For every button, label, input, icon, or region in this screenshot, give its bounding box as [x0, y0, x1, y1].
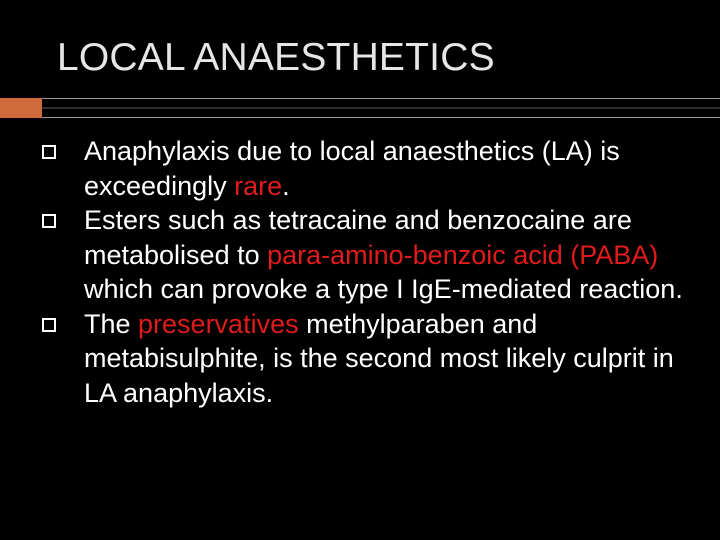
bullet-text: Anaphylaxis due to local anaesthetics (LA) is exceedingly — [84, 136, 620, 201]
highlight-text: preservatives — [138, 308, 299, 339]
title-rule — [42, 98, 720, 118]
bullet-item — [40, 134, 710, 203]
bullet-text: which can provoke a type I IgE-mediated reaction. — [84, 274, 683, 304]
bullet-text: The — [84, 308, 139, 339]
bullet-text: methylparaben and metabisulphite, is the second most likely culprit in LA anaphylaxis. — [84, 308, 674, 408]
square-bullet-icon — [42, 318, 56, 332]
highlight-text: rare — [234, 170, 283, 201]
bullet-list — [40, 134, 710, 410]
bullet-text: . — [282, 170, 290, 201]
bullet-item — [40, 203, 710, 307]
highlight-text: para-amino-benzoic acid (PABA) — [267, 239, 659, 270]
square-bullet-icon — [42, 145, 56, 159]
title-rule-accent — [0, 98, 42, 118]
bullet-text: Esters such as tetracaine and benzocaine are metabolised to — [84, 205, 632, 270]
slide-title: LOCAL ANAESTHETICS — [57, 36, 495, 79]
bullet-item — [40, 307, 710, 411]
square-bullet-icon — [42, 214, 56, 228]
